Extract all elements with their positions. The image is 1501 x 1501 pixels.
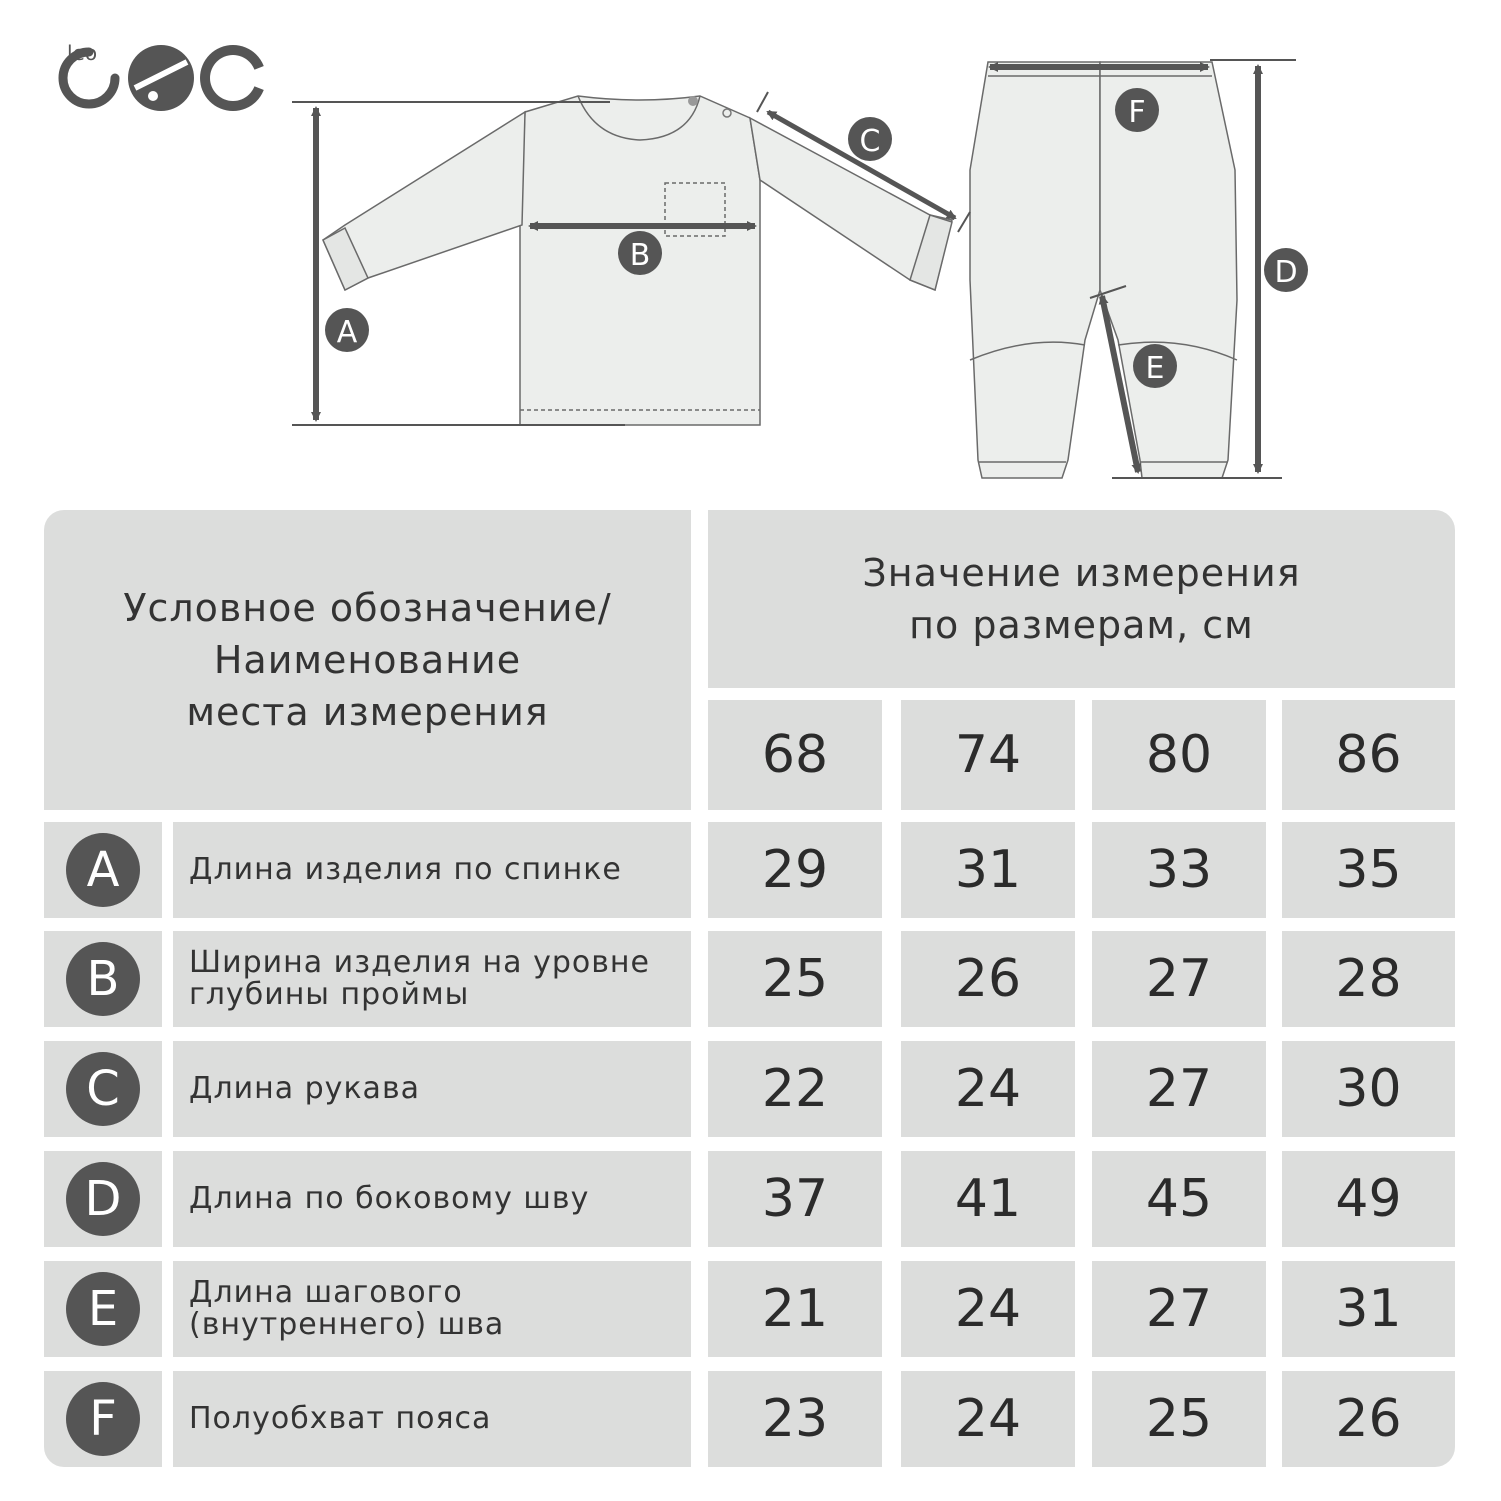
- header-left-line-3: места измерения: [186, 690, 549, 734]
- size-header-68: 68: [708, 700, 882, 810]
- row-f-badge: F: [66, 1382, 140, 1456]
- row-c-value-80: 27: [1092, 1041, 1266, 1137]
- svg-text:D: D: [1274, 255, 1298, 290]
- row-d-badge-cell: [44, 1151, 162, 1247]
- row-d-value-74: 41: [901, 1151, 1075, 1247]
- row-a-value-74: 31: [901, 822, 1075, 918]
- table-header-right: [708, 510, 1455, 688]
- row-a-badge: A: [66, 833, 140, 907]
- logo-small-text: leo: [67, 41, 98, 65]
- table-header-left: [44, 510, 691, 810]
- row-c-value-86: 30: [1282, 1041, 1455, 1137]
- row-e-value-86: 31: [1282, 1261, 1455, 1357]
- row-f-name: Полуобхват пояса: [173, 1371, 691, 1467]
- svg-text:F: F: [1128, 95, 1146, 130]
- row-b-badge-cell: [44, 931, 162, 1027]
- row-d-value-80: 45: [1092, 1151, 1266, 1247]
- label-a: [325, 308, 369, 352]
- row-e-name: Длина шагового (внутреннего) шва: [173, 1261, 691, 1357]
- header-left-line-1: Условное обозначение/: [123, 586, 612, 630]
- row-e-badge-cell: [44, 1261, 162, 1357]
- svg-text:B: B: [629, 238, 651, 273]
- svg-text:C: C: [859, 124, 881, 159]
- row-f-value-80: 25: [1092, 1371, 1266, 1467]
- row-f-value-74: 24: [901, 1371, 1075, 1467]
- size-header-86: 86: [1282, 700, 1455, 810]
- size-header-74: 74: [901, 700, 1075, 810]
- row-c-value-74: 24: [901, 1041, 1075, 1137]
- svg-text:A: A: [336, 315, 358, 350]
- row-e-value-74: 24: [901, 1261, 1075, 1357]
- header-left-line-2: Наименование: [213, 638, 522, 682]
- row-f-value-86: 26: [1282, 1371, 1455, 1467]
- row-a-name: Длина изделия по спинке: [173, 822, 691, 918]
- svg-text:E: E: [1145, 351, 1165, 386]
- row-b-value-80: 27: [1092, 931, 1266, 1027]
- label-d: [1264, 248, 1308, 292]
- row-b-name: Ширина изделия на уровне глубины проймы: [173, 931, 691, 1027]
- row-b-value-68: 25: [708, 931, 882, 1027]
- row-a-value-86: 35: [1282, 822, 1455, 918]
- row-c-value-68: 22: [708, 1041, 882, 1137]
- row-b-value-86: 28: [1282, 931, 1455, 1027]
- label-e: [1133, 344, 1177, 388]
- pants-left-leg: [970, 62, 1100, 478]
- header-right-line-2: по размерам, см: [909, 603, 1254, 647]
- row-d-value-86: 49: [1282, 1151, 1455, 1247]
- row-a-badge-cell: [44, 822, 162, 918]
- row-e-value-68: 21: [708, 1261, 882, 1357]
- row-d-value-68: 37: [708, 1151, 882, 1247]
- size-header-80: 80: [1092, 700, 1266, 810]
- row-a-value-80: 33: [1092, 822, 1266, 918]
- row-b-value-74: 26: [901, 931, 1075, 1027]
- row-f-value-68: 23: [708, 1371, 882, 1467]
- row-d-name: Длина по боковому шву: [173, 1151, 691, 1247]
- shirt-button-1: [688, 96, 698, 106]
- header-right-line-1: Значение измерения: [862, 551, 1301, 595]
- guide-c-top: [757, 92, 768, 112]
- row-c-name: Длина рукава: [173, 1041, 691, 1137]
- label-b: [618, 231, 662, 275]
- guide-c-bottom: [958, 212, 970, 232]
- row-e-badge: E: [66, 1272, 140, 1346]
- row-f-badge-cell: [44, 1371, 162, 1467]
- row-a-value-68: 29: [708, 822, 882, 918]
- row-b-badge: B: [66, 942, 140, 1016]
- pants-drawing: [970, 62, 1237, 478]
- row-c-badge: C: [66, 1052, 140, 1126]
- row-c-badge-cell: [44, 1041, 162, 1137]
- row-e-value-80: 27: [1092, 1261, 1266, 1357]
- label-c: [848, 117, 892, 161]
- label-f: [1115, 88, 1159, 132]
- garment-diagram: [0, 0, 1501, 500]
- row-d-badge: D: [66, 1162, 140, 1236]
